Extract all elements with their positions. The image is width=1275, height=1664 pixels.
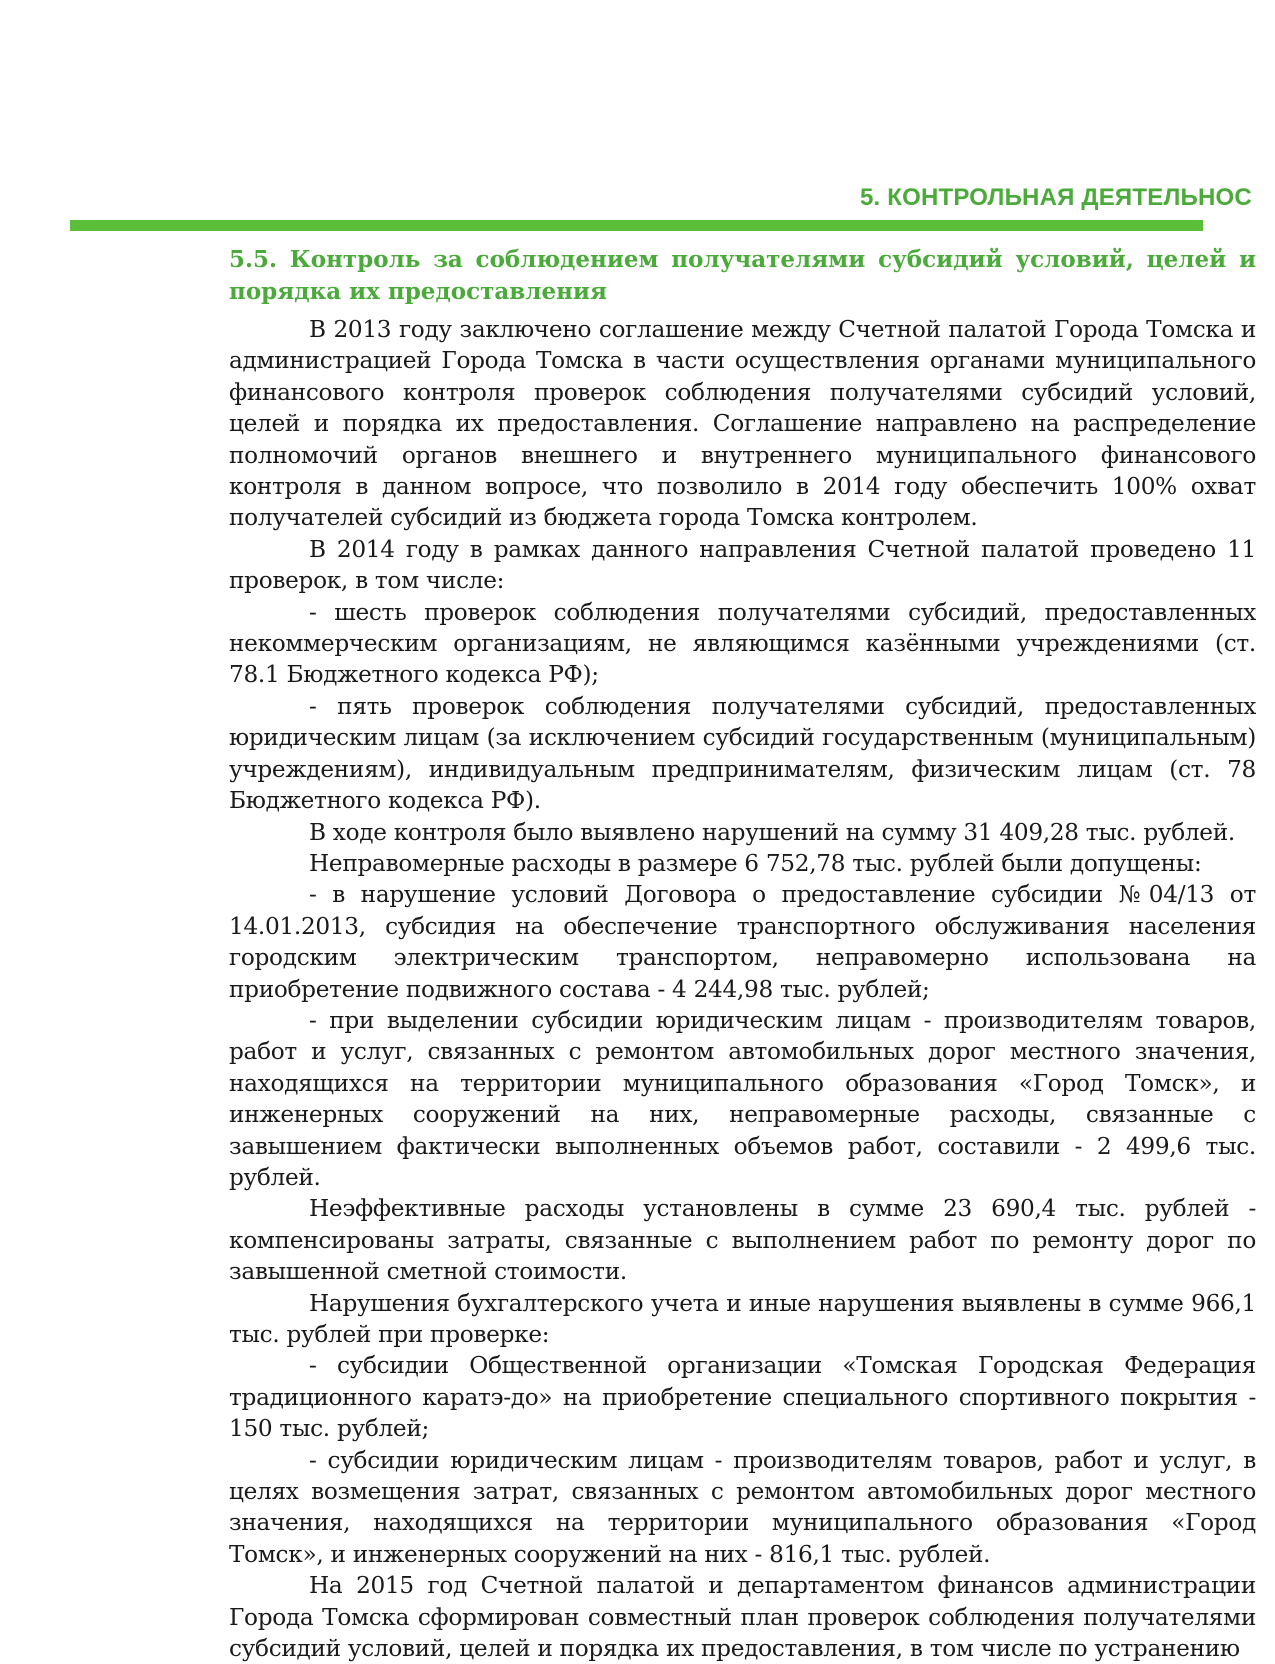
header-rule	[70, 220, 1203, 231]
list-item-transport-subsidy: - в нарушение условий Договора о предоставление субсидии №04/13 от 14.01.2013, субсидия на обеспечение транспортного обслуживания населения городским электрическим транспортом, неправомерно использована на приобретение подвижного состава - 4 244,98 тыс. рублей;	[229, 881, 1256, 1003]
paragraph-agreement: В 2013 году заключено соглашение между Счетной палатой Города Томска и администрацией Города Томска в части осуществления органами муниципального финансового контроля проверок соблюдения получателями субсидий условий, целей и порядка их предоставления. Соглашение направлено на распределение полномочий органов внешнего и внутреннего муниципального финансового контроля в данном вопросе, что позволило в 2014 году обеспечить 100% охват получателей субсидий из бюджета города Томска контролем.	[229, 316, 1256, 532]
paragraph-inspections-count: В 2014 году в рамках данного направления Счетной палатой проведено 11 проверок, в том числе:	[229, 535, 1256, 595]
paragraph-unlawful-expenses: Неправомерные расходы в размере 6 752,78 тыс. рублей были допущены:	[309, 849, 1202, 877]
paragraph-2015-plan: На 2015 год Счетной палатой и департаментом финансов администрации Города Томска сформирован совместный план проверок соблюдения получателями субсидий условий, целей и порядка их предоставления, в том числе по устранению	[229, 1572, 1256, 1663]
paragraph-violations-total: В ходе контроля было выявлено нарушений на сумму 31 409,28 тыс. рублей.	[309, 818, 1235, 846]
list-item-road-repair-subsidy: - при выделении субсидии юридическим лицам - производителям товаров, работ и услуг, связанных с ремонтом автомобильных дорог местного значения, находящихся на территории муниципального образования «Город Томск», и инженерных сооружений на них, неправомерные расходы, связанные с завышением фактически выполненных объемов работ, составили - 2 499,6 тыс. рублей.	[229, 1006, 1256, 1191]
section-title: 5.5. Контроль за соблюдением получателями субсидий условий, целей и порядка их предоставления	[229, 246, 1256, 305]
list-item-legal-entity-checks: - пять проверок соблюдения получателями субсидий, предоставленных юридическим лицам (за исключением субсидий государственным (муниципальным) учреждениям), индивидуальным предпринимателям, физическим лицам (ст. 78 Бюджетного кодекса РФ).	[229, 692, 1256, 815]
list-item-nonprofit-checks: - шесть проверок соблюдения получателями субсидий, предоставленных некоммерческим организациям, не являющимся казёнными учреждениями (ст. 78.1 Бюджетного кодекса РФ);	[229, 598, 1256, 689]
page-content	[229, 244, 1256, 1664]
paragraph-accounting-violations: Нарушения бухгалтерского учета и иные нарушения выявлены в сумме 966,1 тыс. рублей при проверке:	[229, 1289, 1256, 1348]
running-header: 5. КОНТРОЛЬНАЯ ДЕЯТЕЛЬНОС	[860, 184, 1252, 211]
paragraph-inefficient-expenses: Неэффективные расходы установлены в сумме 23 690,4 тыс. рублей - компенсированы затраты, связанные с выполнением работ по ремонту дорог по завышенной сметной стоимости.	[229, 1195, 1256, 1286]
list-item-road-engineering: - субсидии юридическим лицам - производителям товаров, работ и услуг, в целях возмещения затрат, связанных с ремонтом автомобильных дорог местного значения, находящихся на территории муниципального образования «Город Томск», и инженерных сооружений на них - 816,1 тыс. рублей.	[229, 1446, 1256, 1568]
list-item-karate-federation: - субсидии Общественной организации «Томская Городская Федерация традиционного каратэ-до» на приобретение специального спортивного покрытия - 150 тыс. рублей;	[229, 1352, 1256, 1443]
